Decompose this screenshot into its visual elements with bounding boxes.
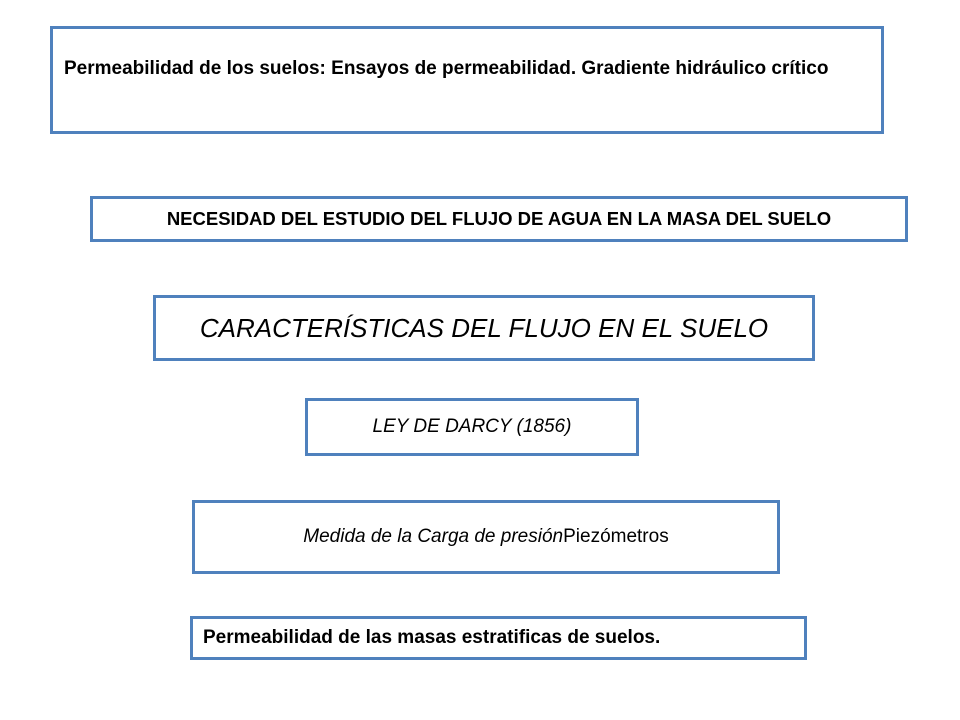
necesidad-text: NECESIDAD DEL ESTUDIO DEL FLUJO DE AGUA EN LA MASA DEL SUELO xyxy=(166,208,832,229)
necesidad-box xyxy=(90,196,908,242)
medida-italic-text: Medida de la Carga de presión xyxy=(303,526,564,547)
medida-box xyxy=(192,500,780,574)
darcy-text: LEY DE DARCY (1856) xyxy=(372,416,572,437)
estratificas-text: Permeabilidad de las masas estratificas de suelos. xyxy=(203,627,661,648)
caracteristicas-text: CARACTERÍSTICAS DEL FLUJO EN EL SUELO xyxy=(199,312,769,343)
title-text: Permeabilidad de los suelos: Ensayos de permeabilidad. Gradiente hidráulico crítico xyxy=(64,58,829,79)
medida-normal-text: Piezómetros xyxy=(563,526,669,547)
estratificas-box xyxy=(190,616,807,660)
caracteristicas-box xyxy=(153,295,815,361)
title-box xyxy=(50,26,884,134)
darcy-box xyxy=(305,398,639,456)
